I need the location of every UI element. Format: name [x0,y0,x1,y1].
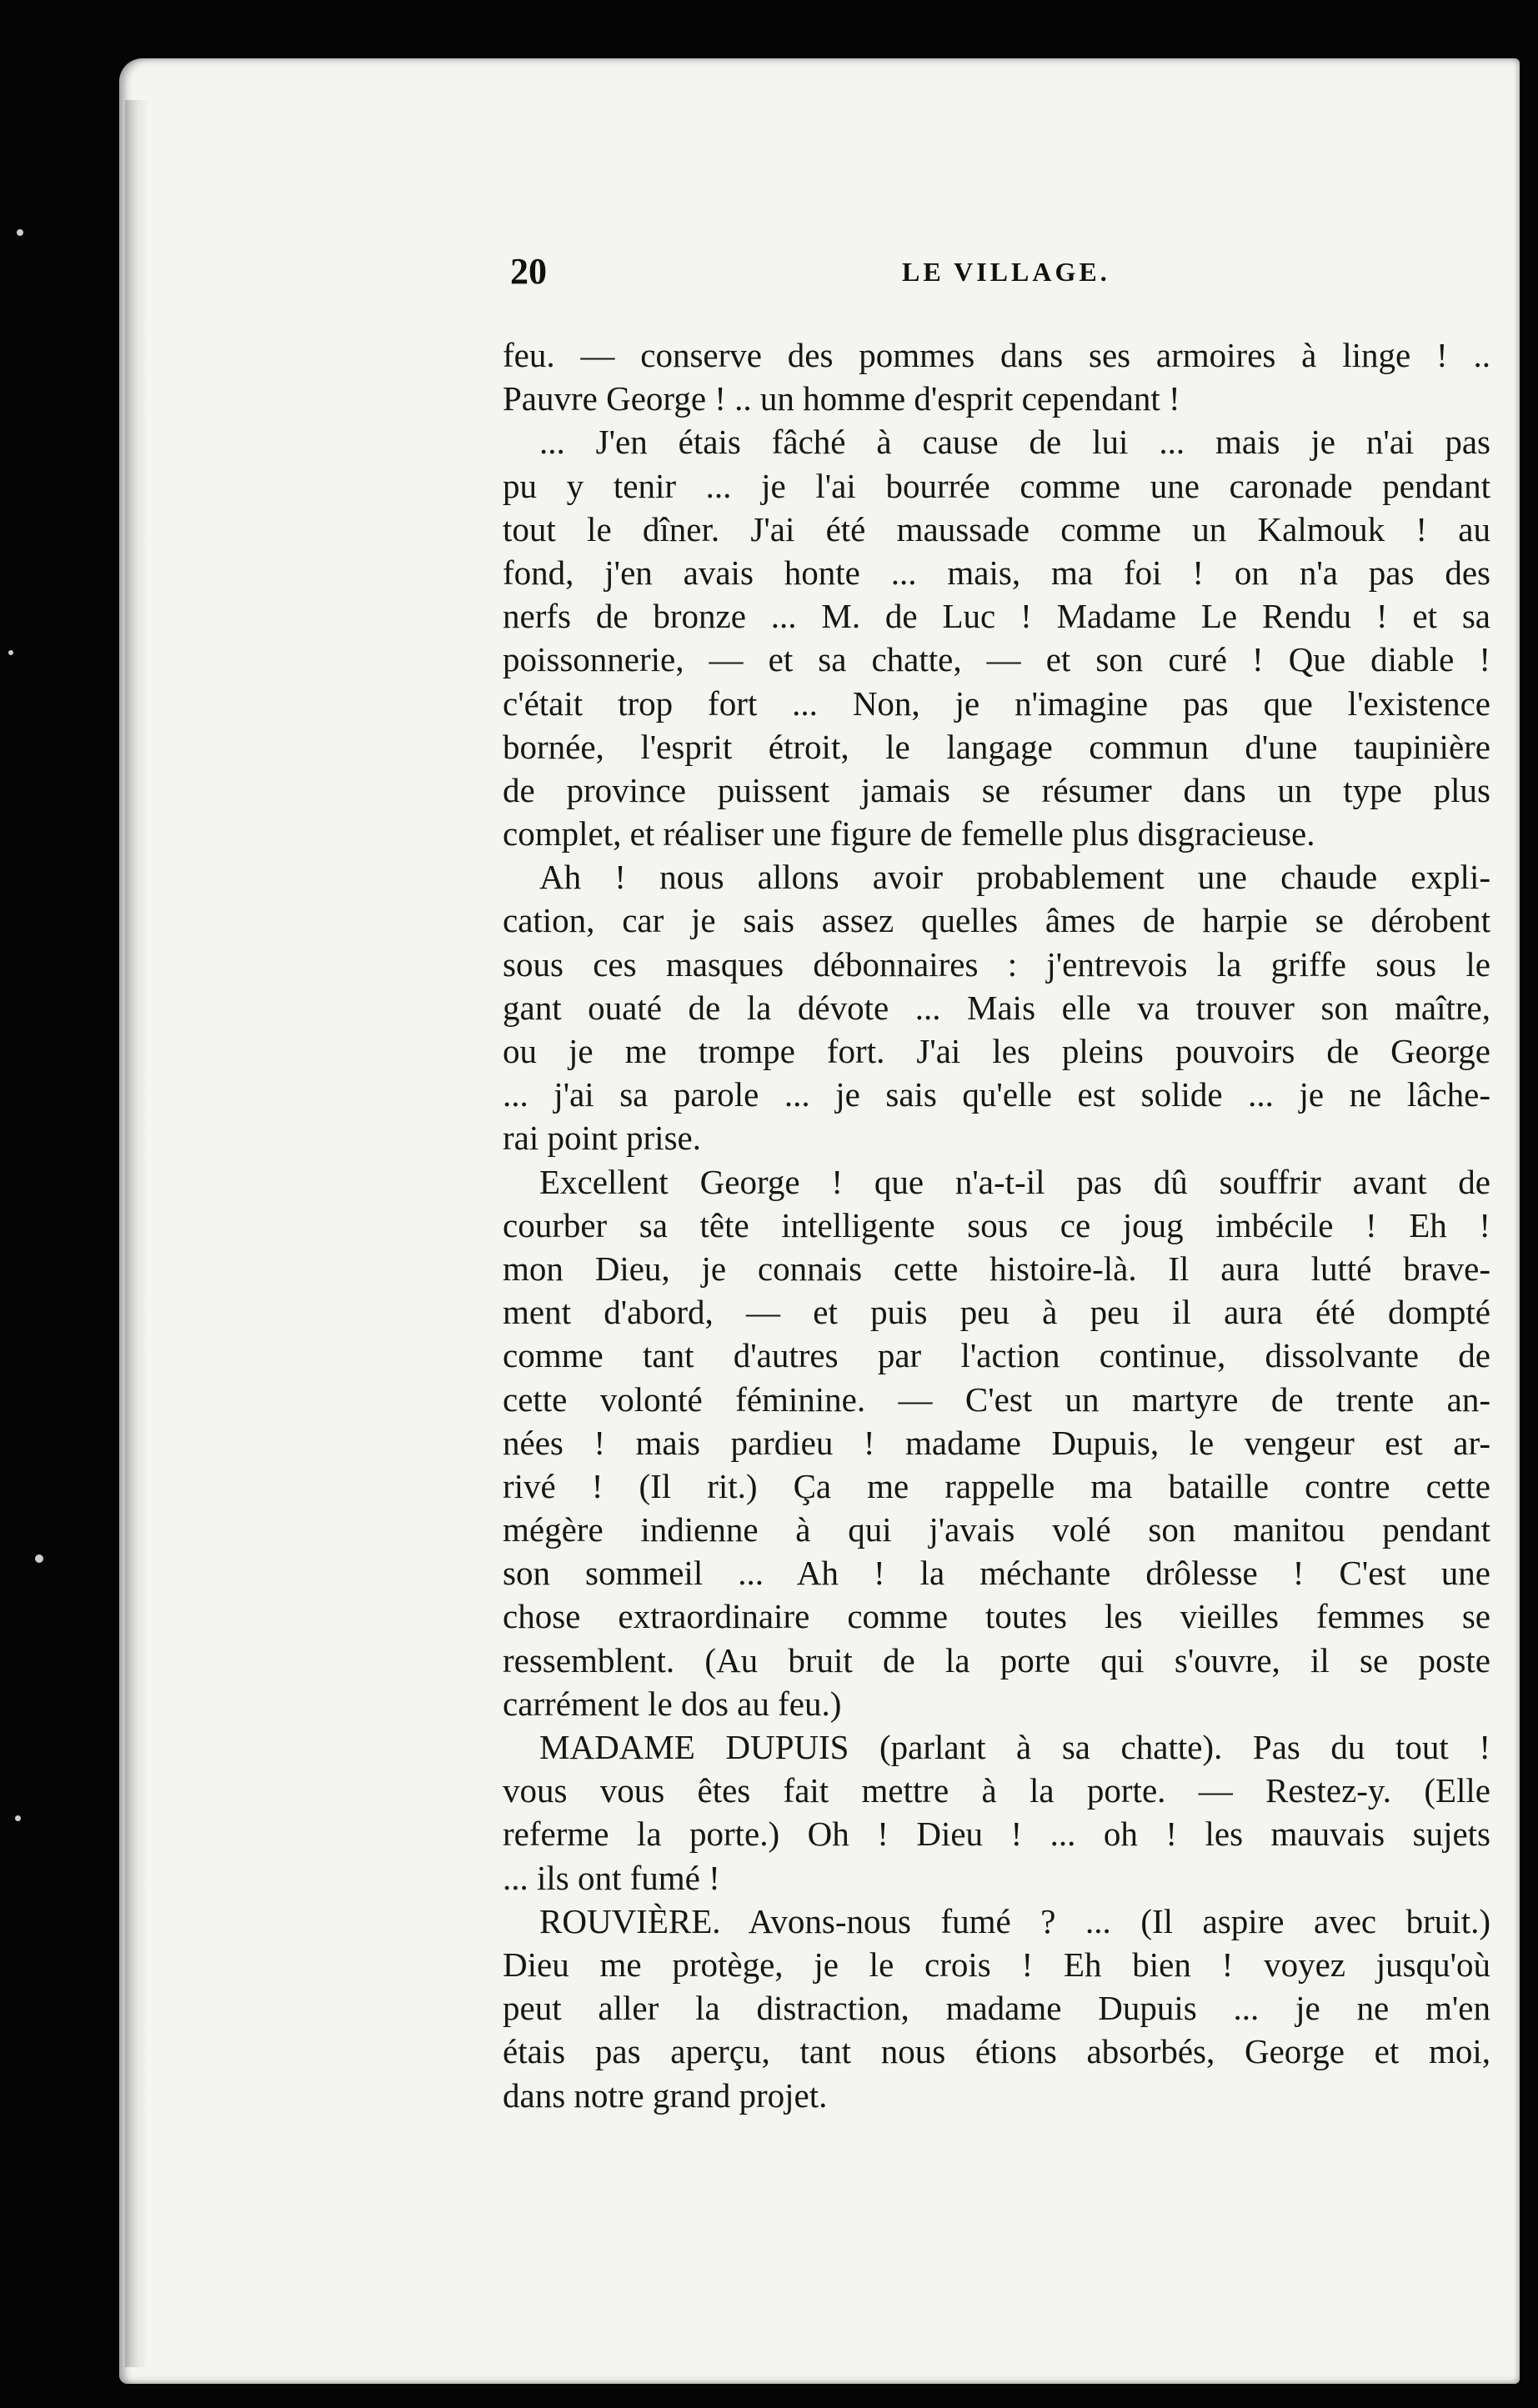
text-line: ... ils ont fumé ! [503,1858,720,1897]
text-line: courber sa tête intelligente sous ce joug imbécile ! Eh ! [503,1205,1490,1244]
text-line: tout le dîner. J'ai été maussade comme un Kalmouk ! au [503,509,1490,548]
text-line: Pauvre George ! .. un homme d'esprit cependant ! [503,379,1180,418]
text-line: sous ces masques débonnaires : j'entrevois la griffe sous le [503,944,1490,984]
text-line: dans notre grand projet. [503,2075,828,2115]
text-line: étais pas aperçu, tant nous étions absorbés, George et moi, [503,2032,1490,2071]
text-line: bornée, l'esprit étroit, le langage commun d'une taupinière [503,727,1490,766]
body-text [503,333,1490,2115]
text-line: rai point prise. [503,1119,701,1158]
text-line: pu y tenir ... je l'ai bourrée comme une caronade pendant [503,466,1490,505]
text-line: cette volonté féminine. — C'est un martyre de trente an- [503,1379,1490,1419]
dust-speck [8,650,13,655]
text-line: rivé ! (Il rit.) Ça me rappelle ma bataille contre cette [503,1466,1490,1505]
text-line: MADAME DUPUIS (parlant à sa chatte). Pas du tout ! [539,1728,1490,1766]
text-line: cation, car je sais assez quelles âmes de harpie se dérobent [503,901,1490,940]
text-line: carrément le dos au feu.) [503,1684,842,1723]
dust-speck [35,1554,43,1563]
text-line: peut aller la distraction, madame Dupuis ... je ne m'en [503,1989,1490,2028]
dust-speck [15,1815,21,1821]
text-line: son sommeil ... Ah ! la méchante drôlesse ! C'est une [503,1554,1490,1593]
text-line: ou je me trompe fort. J'ai les pleins pouvoirs de George [503,1032,1490,1070]
page-binding-shadow [125,100,147,2367]
text-line: chose extraordinaire comme toutes les vieilles femmes se [503,1597,1490,1636]
text-line: c'était trop fort ... Non, je n'imagine pas que l'existence [503,683,1490,723]
running-title: LE VILLAGE. [902,257,1110,287]
text-line: Dieu me protège, je le crois ! Eh bien ! voyez jusqu'où [503,1945,1490,1984]
text-line: poissonnerie, — et sa chatte, — et son curé ! Que diable ! [503,640,1490,679]
text-line: Ah ! nous allons avoir probablement une chaude expli- [539,858,1490,897]
text-line: ressemblent. (Au bruit de la porte qui s'ouvre, il se poste [503,1640,1490,1680]
dust-speck [17,229,23,236]
text-line: vous vous êtes fait mettre à la porte. — Restez-y. (Elle [503,1771,1490,1810]
text-line: ... j'ai sa parole ... je sais qu'elle est solide ... je ne lâche- [503,1075,1490,1114]
text-line: mon Dieu, je connais cette histoire-là. Il aura lutté brave- [503,1249,1490,1288]
text-line: ROUVIÈRE. Avons-nous fumé ? ... (Il aspire avec bruit.) [539,1901,1490,1940]
text-line: referme la porte.) Oh ! Dieu ! ... oh ! les mauvais sujets [503,1815,1490,1854]
text-line: Excellent George ! que n'a-t-il pas dû souffrir avant de [539,1162,1490,1201]
text-line: nées ! mais pardieu ! madame Dupuis, le vengeur est ar- [503,1423,1490,1462]
text-line: complet, et réaliser une figure de femelle plus disgracieuse. [503,814,1315,854]
page-header [510,250,1360,300]
text-line: mégère indienne à qui j'avais volé son manitou pendant [503,1510,1490,1549]
text-line: ... J'en étais fâché à cause de lui ... mais je n'ai pas [539,423,1490,462]
text-line: de province puissent jamais se résumer dans un type plus [503,770,1490,809]
text-line: nerfs de bronze ... M. de Luc ! Madame Le Rendu ! et sa [503,597,1490,636]
text-line: ment d'abord, — et puis peu à peu il aura été dompté [503,1293,1490,1332]
page-number: 20 [510,251,547,292]
text-line: fond, j'en avais honte ... mais, ma foi ! on n'a pas des [503,553,1490,592]
text-line: comme tant d'autres par l'action continue, dissolvante de [503,1336,1490,1375]
text-line: gant ouaté de la dévote ... Mais elle va trouver son maître, [503,988,1490,1027]
text-line: feu. — conserve des pommes dans ses armoires à linge ! .. [503,336,1490,374]
